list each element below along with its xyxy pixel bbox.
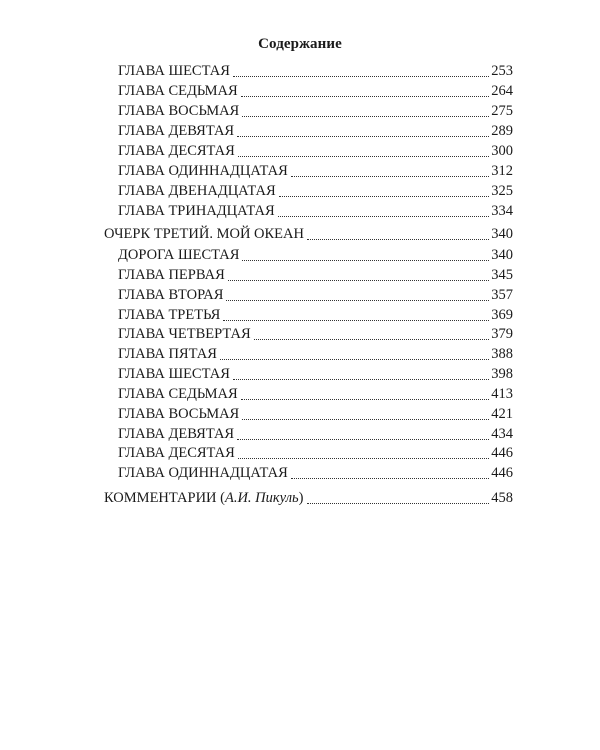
toc-entry-page: 334 <box>491 203 513 219</box>
dot-leader <box>242 259 489 261</box>
toc-entry[interactable] <box>118 142 513 160</box>
dot-leader <box>233 378 489 380</box>
dot-leader <box>223 319 489 321</box>
dot-leader <box>254 338 490 340</box>
toc-entry[interactable] <box>118 202 513 220</box>
toc-entry-label: ГЛАВА ОДИННАДЦАТАЯ <box>118 465 288 481</box>
toc-entry[interactable] <box>118 122 513 140</box>
toc-entry-label: ГЛАВА ВТОРАЯ <box>118 287 224 303</box>
dot-leader <box>291 477 489 479</box>
toc-entry-label: ГЛАВА ДВЕНАДЦАТАЯ <box>118 183 276 199</box>
toc-entry-page: 325 <box>491 183 513 199</box>
toc-entry[interactable] <box>118 286 513 304</box>
toc-entry-page: 312 <box>491 163 513 179</box>
toc-entry[interactable] <box>118 182 513 200</box>
dot-leader <box>238 457 489 459</box>
toc-entry[interactable] <box>118 266 513 284</box>
dot-leader <box>220 358 489 360</box>
toc-entry-label: ГЛАВА ВОСЬМАЯ <box>118 103 240 119</box>
toc-entry[interactable] <box>118 325 513 343</box>
dot-leader <box>241 95 490 97</box>
toc-entry-label: ГЛАВА ШЕСТАЯ <box>118 366 230 382</box>
toc-entry[interactable] <box>118 82 513 100</box>
toc-entry-page: 357 <box>491 287 513 303</box>
toc-entry-page: 369 <box>491 307 513 323</box>
toc-entry-label: ГЛАВА СЕДЬМАЯ <box>118 386 238 402</box>
commentary-author: А.И. Пикуль <box>224 490 299 506</box>
toc-entry-label: ГЛАВА ТРЕТЬЯ <box>118 307 221 323</box>
toc-entry-page: 340 <box>491 226 513 242</box>
toc-entry-label: ГЛАВА ПЕРВАЯ <box>118 267 225 283</box>
toc-entry[interactable] <box>118 425 513 443</box>
toc-entry-page: 413 <box>491 386 513 402</box>
toc-entry-label: ГЛАВА ШЕСТАЯ <box>118 63 230 79</box>
toc-entry-page: 458 <box>491 490 513 506</box>
dot-leader <box>233 75 489 77</box>
toc-entry[interactable] <box>118 102 513 120</box>
dot-leader <box>237 438 489 440</box>
dot-leader <box>242 115 489 117</box>
toc-entry[interactable] <box>118 385 513 403</box>
toc-entry-page: 421 <box>491 406 513 422</box>
toc-entry-page: 379 <box>491 326 513 342</box>
toc-entry-label: ГЛАВА ПЯТАЯ <box>118 346 217 362</box>
toc-entry-label: ГЛАВА ЧЕТВЕРТАЯ <box>118 326 251 342</box>
commentary-label-end: ) <box>298 490 304 506</box>
toc-entry[interactable] <box>118 405 513 423</box>
toc-entry[interactable] <box>118 464 513 482</box>
toc-section-entry[interactable] <box>104 225 513 243</box>
dot-leader <box>238 155 489 157</box>
toc-entry-page: 275 <box>491 103 513 119</box>
toc-entry-page: 388 <box>491 346 513 362</box>
commentary-label: КОММЕНТАРИИ ( <box>104 490 225 506</box>
toc-entry-page: 253 <box>491 63 513 79</box>
toc-entry-page: 289 <box>491 123 513 139</box>
toc-entry[interactable] <box>118 444 513 462</box>
toc-entry[interactable] <box>118 62 513 80</box>
dot-leader <box>226 299 489 301</box>
toc-entry-page: 446 <box>491 465 513 481</box>
toc-entry-page: 398 <box>491 366 513 382</box>
dot-leader <box>228 279 490 281</box>
toc-entry-label: ГЛАВА ДЕСЯТАЯ <box>118 445 235 461</box>
dot-leader <box>241 398 490 400</box>
dot-leader <box>278 215 490 217</box>
toc-entry-label: ГЛАВА ДЕВЯТАЯ <box>118 123 235 139</box>
toc-entry[interactable] <box>118 246 513 264</box>
page-title: Содержание <box>258 36 342 52</box>
toc-entry-page: 300 <box>491 143 513 159</box>
toc-entry-label: ГЛАВА ОДИННАДЦАТАЯ <box>118 163 288 179</box>
toc-entry-label: ОЧЕРК ТРЕТИЙ. МОЙ ОКЕАН <box>104 226 304 242</box>
toc-entry[interactable] <box>118 162 513 180</box>
toc-entry[interactable] <box>118 345 513 363</box>
toc-entry-label: ГЛАВА СЕДЬМАЯ <box>118 83 238 99</box>
dot-leader <box>291 175 489 177</box>
toc-section-entry[interactable] <box>104 489 513 507</box>
toc-entry-page: 264 <box>491 83 513 99</box>
toc-entry-page: 434 <box>491 426 513 442</box>
toc-entry-label <box>104 489 304 507</box>
toc-entry-label: ГЛАВА ВОСЬМАЯ <box>118 406 240 422</box>
dot-leader <box>242 418 489 420</box>
toc-entry[interactable] <box>118 306 513 324</box>
toc-entry[interactable] <box>118 365 513 383</box>
toc-entry-label: ГЛАВА ДЕВЯТАЯ <box>118 426 235 442</box>
toc-entry-page: 345 <box>491 267 513 283</box>
toc-entry-label: ДОРОГА ШЕСТАЯ <box>118 247 240 263</box>
toc-entry-page: 340 <box>491 247 513 263</box>
dot-leader <box>237 135 489 137</box>
toc-entry-label: ГЛАВА ДЕСЯТАЯ <box>118 143 235 159</box>
dot-leader <box>279 195 490 197</box>
dot-leader <box>307 502 490 504</box>
dot-leader <box>307 238 489 240</box>
toc-entry-label: ГЛАВА ТРИНАДЦАТАЯ <box>118 203 275 219</box>
toc-entry-page: 446 <box>491 445 513 461</box>
